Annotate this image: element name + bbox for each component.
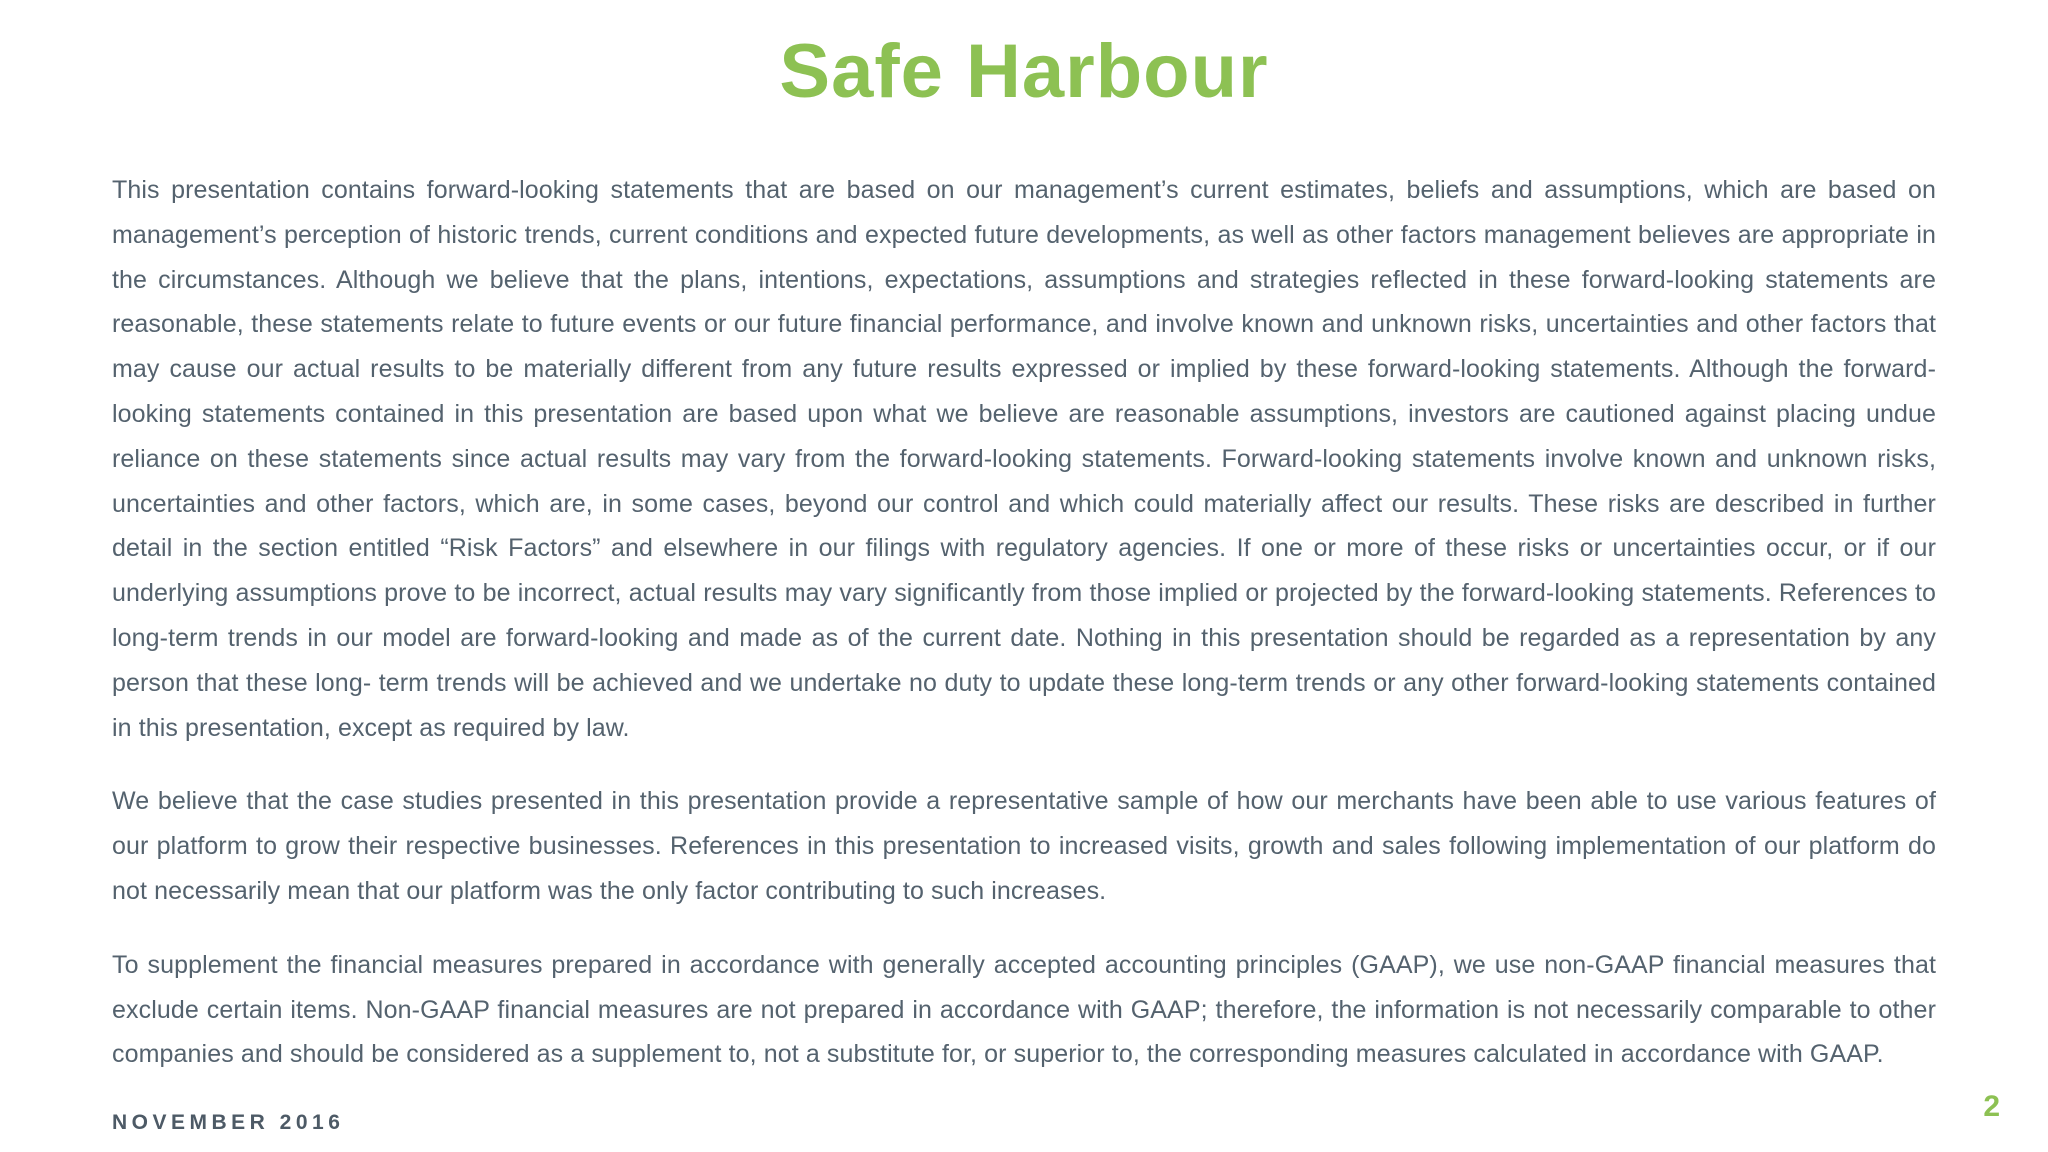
disclaimer-body [112,168,1936,1077]
non-gaap-paragraph: To supplement the financial measures prepared in accordance with generally accepted accounting principles (GAAP), we use non-GAAP financial measures that exclude certain items. Non-GAAP financial measures are not prepared in accordance with GAAP; therefore, the information is not necessarily comparable to other companies and should be considered as a supplement to, not a substitute for, or superior to, the corresponding measures calculated in accordance with GAAP. [112,950,1936,1069]
page-number: 2 [1983,1090,2000,1123]
forward-looking-statements-paragraph: This presentation contains forward-looking statements that are based on our management’s current estimates, beliefs and assumptions, which are based on management’s perception of historic trends, current conditions and expected future developments, as well as other factors management believes are appropriate in the circumstances. Although we believe that the plans, intentions, expectations, assumptions and strategies reflected in these forward-looking statements are reasonable, these statements relate to future events or our future financial performance, and involve known and unknown risks, uncertainties and other factors that may cause our actual results to be materially different from any future results expressed or implied by these forward-looking statements. Although the forward-looking statements contained in this presentation are based upon what we believe are reasonable assumptions, investors are cautioned against placing undue reliance on these statements since actual results may vary from the forward-looking statements. Forward-looking statements involve known and unknown risks, uncertainties and other factors, which are, in some cases, beyond our control and which could materially affect our results. These risks are described in further detail in the section entitled “Risk Factors” and elsewhere in our filings with regulatory agencies. If one or more of these risks or uncertainties occur, or if our underlying assumptions prove to be incorrect, actual results may vary significantly from those implied or projected by the forward-looking statements. References to long-term trends in our model are forward-looking and made as of the current date. Nothing in this presentation should be regarded as a representation by any person that these long- term trends will be achieved and we undertake no duty to update these long-term trends or any other forward-looking statements contained in this presentation, except as required by law. [112,176,1936,742]
slide-title: Safe Harbour [779,29,1269,114]
case-studies-paragraph: We believe that the case studies presented in this presentation provide a representative sample of how our merchants have been able to use various features of our platform to grow their respective businesses. References in this presentation to increased visits, growth and sales following implementation of our platform do not necessarily mean that our platform was the only factor contributing to such increases. [112,787,1936,905]
slide-date: NOVEMBER 2016 [112,1111,345,1134]
